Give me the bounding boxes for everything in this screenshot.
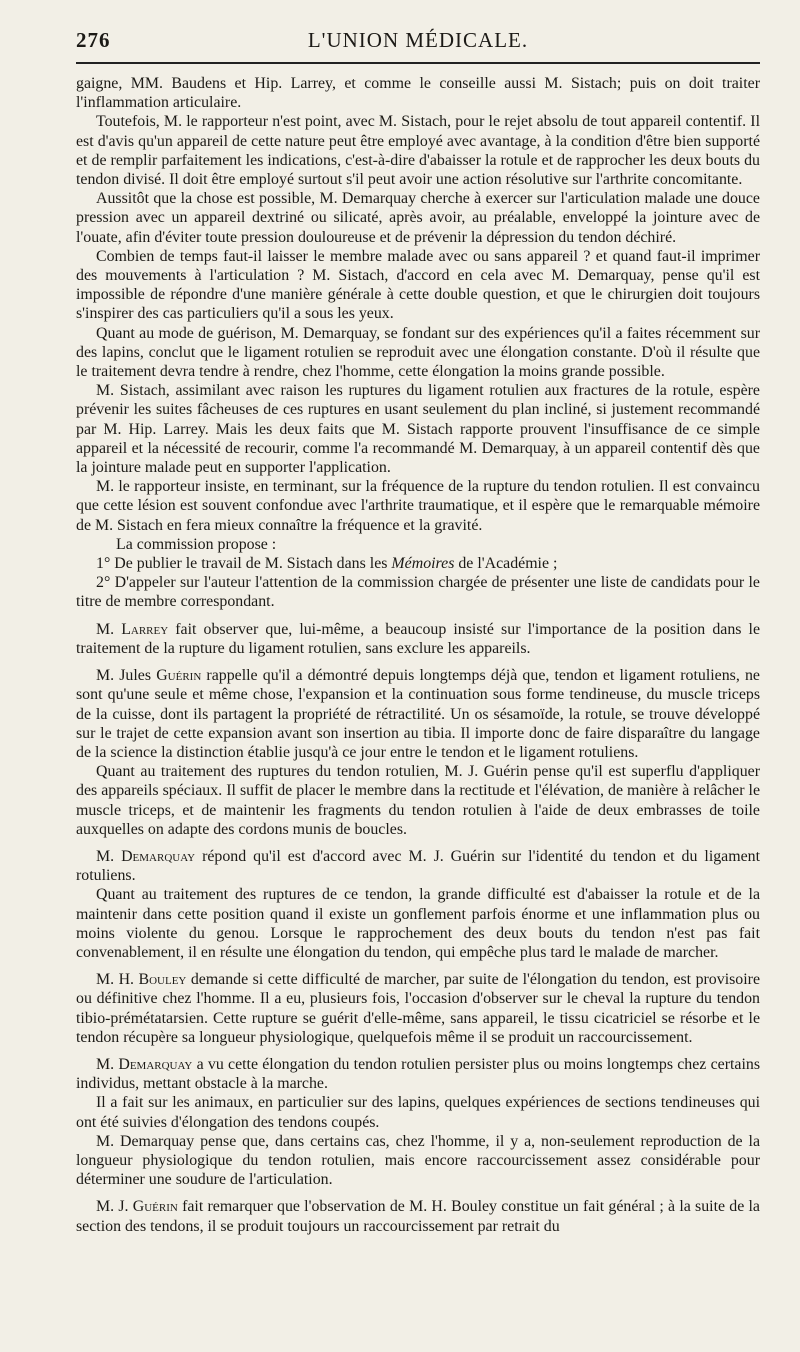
paragraph: M. J. Guérin fait remarquer que l'observation de M. H. Bouley constitue un fait général ; à la suite de la section des tendons, il se produit toujours un raccourcissement par retrait du (76, 1198, 760, 1235)
list-item: 1° De publier le travail de M. Sistach dans les Mémoires de l'Académie ; (96, 555, 558, 573)
running-header (76, 22, 760, 56)
paragraph: Combien de temps faut-il laisser le membre malade avec ou sans appareil ? et quand faut-il imprimer des mouvements à l'articulation ? M. Sistach, d'accord en cela avec M. Demarquay, pense qu'il est impossible de répondre d'une manière générale à cette double question, et que le chirurgien doit toujours s'inspirer des cas particuliers qu'il a sous les yeux. (76, 247, 760, 323)
page-number: 276 (76, 28, 111, 52)
paragraph: La commission propose : (116, 535, 277, 553)
paragraph: Quant au traitement des ruptures du tendon rotulien, M. J. Guérin pense qu'il est superflu d'appliquer des appareils spéciaux. Il suffit de placer le membre dans la rectitude et l'élévation, de manière à relâcher le muscle triceps, et de maintenir les fragments du tendon rotulien à l'aide de deux embrasses de toile auxquelles on adapte des cordons munis de boucles. (76, 763, 760, 838)
paragraph: Quant au mode de guérison, M. Demarquay, se fondant sur des expériences qu'il a faites récemment sur des lapins, conclut que le ligament rotulien se reproduit avec une élongation constante. D'où il résulte que le traitement devra tendre à rendre, chez l'homme, cette élongation la moins grande possible. (76, 324, 760, 381)
paragraph: M. H. Bouley demande si cette difficulté de marcher, par suite de l'élongation du tendon, est provisoire ou définitive chez l'homme. Il a eu, plusieurs fois, l'occasion d'observer sur le cheval la rupture du tendon tibio-prémétatarsien. Cette rupture se guérit d'elle-même, sans appareil, le tissu cicatriciel se résorbe et le tendon récupère sa longueur physiologique, quelquefois même il se produit un raccourcissement. (76, 971, 760, 1046)
paragraph: M. Jules Guérin rappelle qu'il a démontré depuis longtemps déjà que, tendon et ligament rotuliens, ne sont qu'une seule et même chose, l'expansion et la continuation sous forme tendineuse, du muscle triceps de la cuisse, dont ils partagent la propriété de rétractilité. Un os sésamoïde, la rotule, se trouve développé sur le trajet de cette expansion avant son insertion au tibia. Il importe donc de faire disparaître du langage de la science la distinction établie jusqu'à ce jour entre le tendon et le ligament rotuliens. (76, 667, 760, 761)
running-title: L'UNION MÉDICALE. (307, 28, 529, 52)
article-body (76, 74, 760, 1236)
paragraph: Aussitôt que la chose est possible, M. Demarquay cherche à exercer sur l'articulation malade une douce pression avec un appareil dextriné ou silicaté, après avoir, au préalable, enveloppé la jointure avec de l'ouate, afin d'éviter toute pression douloureuse et de prévenir la dépression du tendon déchiré. (76, 190, 760, 246)
paragraph: M. Sistach, assimilant avec raison les ruptures du ligament rotulien aux fractures de la rotule, espère prévenir les suites fâcheuses de ces ruptures en usant seulement du plan incliné, si justement recommandé par M. Hip. Larrey. Mais les deux faits que M. Sistach rapporte prouvent l'insuffisance de ce simple appareil et la nécessité de recourir, comme l'a recommandé M. Demarquay, à un appareil contentif dès que la jointure malade peut en supporter l'application. (76, 382, 760, 477)
list-item: 2° D'appeler sur l'auteur l'attention de la commission chargée de présenter une liste de candidats pour le titre de membre correspondant. (76, 574, 760, 611)
paragraph: M. Demarquay a vu cette élongation du tendon rotulien persister plus ou moins longtemps chez certains individus, mettant obstacle à la marche. (76, 1055, 760, 1093)
paragraph: M. Demarquay répond qu'il est d'accord avec M. J. Guérin sur l'identité du tendon et du ligament rotuliens. (76, 847, 761, 885)
header-rule (76, 62, 760, 64)
paragraph: Quant au traitement des ruptures de ce tendon, la grande difficulté est d'abaisser la rotule et de la maintenir dans cette position quand il existe un gonflement parfois énorme et une inflammation plus ou moins violente du genou. Lorsque le rapprochement des deux bouts du tendon n'est pas fait convenablement, il en résulte une élongation du tendon, qui empêche plus tard le malade de marcher. (76, 886, 760, 961)
paragraph: Il a fait sur les animaux, en particulier sur des lapins, quelques expériences de sections tendineuses qui ont été suivies d'élongation des tendons coupés. (76, 1094, 760, 1131)
paragraph: Toutefois, M. le rapporteur n'est point, avec M. Sistach, pour le rejet absolu de tout appareil contentif. Il est d'avis qu'un appareil de cette nature peut être employé avec avantage, à la condition d'être bien supporté et de remplir parfaitement les indications, c'est-à-dire d'abaisser la rotule et de rapprocher les deux bouts du tendon divisé. Il doit être employé surtout s'il peut avoir une action résolutive sur l'arthrite concomitante. (76, 113, 760, 189)
paragraph: M. le rapporteur insiste, en terminant, sur la fréquence de la rupture du tendon rotulien. Il est convaincu que cette lésion est souvent confondue avec l'arthrite traumatique, et il espère que le remarquable mémoire de M. Sistach en fera mieux connaître la fréquence et la gravité. (76, 478, 760, 534)
paragraph: M. Larrey fait observer que, lui-même, a beaucoup insisté sur l'importance de la position dans le traitement de la rupture du ligament rotulien, sans exclure les appareils. (76, 620, 760, 657)
paragraph: M. Demarquay pense que, dans certains cas, chez l'homme, il y a, non-seulement reproduction de la longueur physiologique du tendon rotulien, mais encore raccourcissement assez considérable pour déterminer une soudure de l'articulation. (76, 1132, 760, 1189)
paragraph: gaigne, MM. Baudens et Hip. Larrey, et comme le conseille aussi M. Sistach; puis on doit traiter l'inflammation articulaire. (76, 75, 760, 112)
